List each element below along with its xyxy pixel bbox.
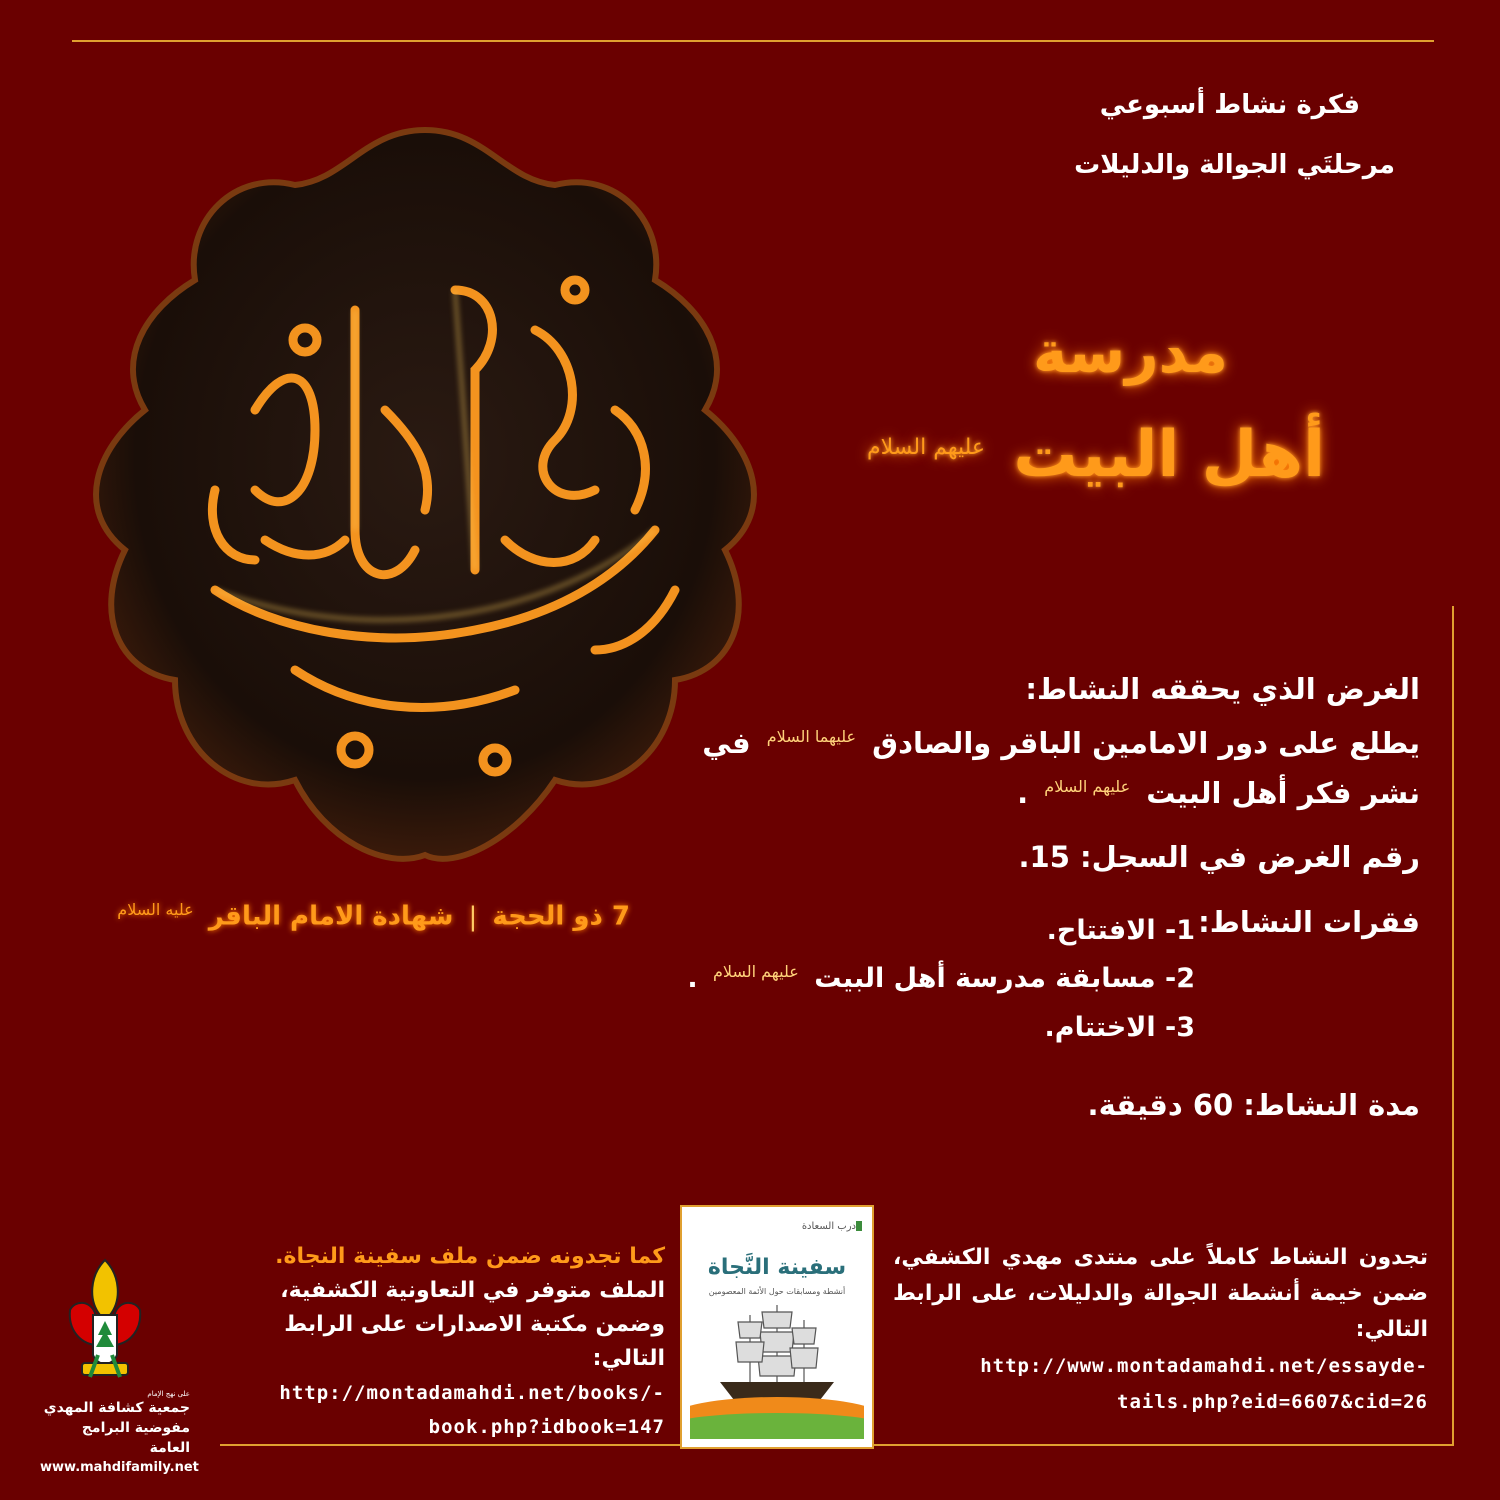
ship-icon [710, 1300, 844, 1410]
record-number [1018, 840, 1420, 874]
brand-mark-icon [856, 1221, 862, 1231]
honorific-icon: عليهم السلام [1044, 777, 1131, 797]
book-subtitle: أنشطة ومسابقات حول الأئمة المعصومين [708, 1287, 846, 1296]
library-link[interactable] [245, 1376, 665, 1444]
footer-forum-text: تجدون النشاط كاملاً على منتدى مهدي الكشفي، ضمن خيمة أنشطة الجوالة والدليلات، على الرابط التالي: [893, 1245, 1428, 1342]
list-item: 3- الاختتام. [1044, 1012, 1195, 1043]
list-item-text: 2- مسابقة مدرسة أهل البيت [814, 963, 1195, 994]
book-cover-image [680, 1205, 874, 1449]
forum-link-line1[interactable]: http://www.montadamahdi.net/essayde- [980, 1355, 1428, 1377]
footer-forum-info [893, 1240, 1428, 1420]
footer-library-info [245, 1240, 665, 1444]
record-number-label: رقم الغرض في السجل: [1079, 840, 1420, 874]
forum-link-line2[interactable]: tails.php?eid=6607&cid=26 [1117, 1391, 1428, 1413]
book-title: سفينة النَّجاة [707, 1255, 847, 1280]
forum-link[interactable] [893, 1348, 1428, 1420]
frame-right-line [1452, 606, 1454, 1446]
record-number-value: 15. [1018, 840, 1070, 874]
goal-line-2-text: نشر فكر أهل البيت [1146, 776, 1420, 810]
top-divider [72, 40, 1434, 42]
goal-title: الغرض الذي يحققه النشاط: [1025, 672, 1420, 706]
org-block [40, 1390, 199, 1478]
honorific-icon: عليه السلام [117, 900, 194, 919]
org-name: جمعية كشافة المهدي [43, 1400, 190, 1416]
honorific-icon: عليهم السلام [867, 434, 986, 460]
main-title-text: أهل البيت [1013, 418, 1325, 492]
goal-line-2-end: . [1017, 776, 1029, 810]
scout-logo-icon [60, 1255, 150, 1390]
occasion-date: 7 ذو الحجة [492, 901, 630, 932]
library-link-line2[interactable]: book.php?idbook=147 [428, 1416, 665, 1438]
occasion-line [110, 900, 630, 932]
header-stages: مرحلتَي الجوالة والدليلات [1074, 150, 1395, 180]
goal-line-2 [1017, 776, 1420, 810]
honorific-icon: عليهما السلام [766, 727, 857, 747]
library-link-line1[interactable]: http://montadamahdi.net/books/- [279, 1382, 665, 1404]
goal-line-1 [702, 726, 1420, 760]
header-weekly-idea: فكرة نشاط أسبوعي [1099, 90, 1360, 120]
book-band-green [690, 1413, 864, 1439]
occasion-separator: | [468, 901, 478, 932]
goal-line-1-text: يطلع على دور الامامين الباقر والصادق [872, 726, 1420, 760]
items-title: فقرات النشاط: [1198, 905, 1420, 939]
footer-accent-line: كما تجدونه ضمن ملف سفينة النجاة. [275, 1244, 665, 1269]
main-title-line1: مدرسة [1032, 318, 1228, 386]
occasion-event: شهادة الامام الباقر [208, 901, 454, 932]
calligraphy-medallion-icon [55, 110, 795, 890]
footer-library-line2: وضمن مكتبة الاصدارات على الرابط التالي: [284, 1312, 665, 1371]
goal-line-1-end: في [702, 726, 751, 760]
org-dept: مفوضية البرامج العامة [81, 1420, 190, 1456]
duration: مدة النشاط: 60 دقيقة. [1087, 1088, 1420, 1122]
list-item: 1- الافتتاح. [1046, 915, 1195, 946]
org-tagline: على نهج الإمام [147, 1390, 190, 1398]
list-item [687, 962, 1195, 994]
book-brand: درب السعادة [801, 1221, 856, 1232]
honorific-icon: عليهم السلام [713, 962, 799, 981]
org-website[interactable]: www.mahdifamily.net [40, 1460, 199, 1475]
footer-library-line1: الملف متوفر في التعاونية الكشفية، [280, 1278, 665, 1303]
main-title-line2 [861, 418, 1325, 492]
list-item-end: . [687, 963, 698, 994]
